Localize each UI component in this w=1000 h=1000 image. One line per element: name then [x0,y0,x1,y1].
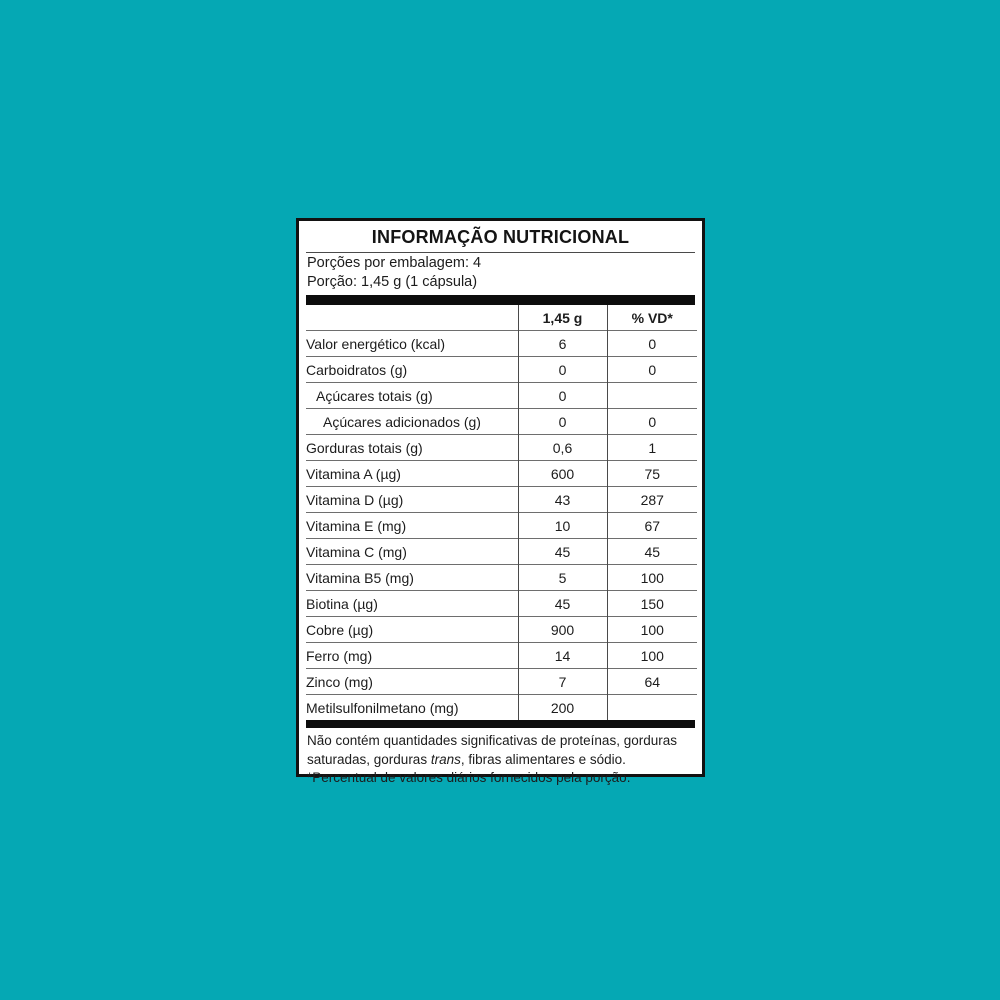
nutrient-daily-value: 0 [607,357,697,383]
nutrient-row [306,383,697,409]
nutrient-name: Açúcares totais (g) [306,383,518,409]
nutrient-daily-value: 0 [607,331,697,357]
nutrient-row [306,695,697,721]
nutrient-row [306,409,697,435]
nutrient-amount: 6 [518,331,607,357]
nutrient-name: Carboidratos (g) [306,357,518,383]
nutrient-daily-value: 100 [607,565,697,591]
nutrient-daily-value: 1 [607,435,697,461]
nutrient-name: Gorduras totais (g) [306,435,518,461]
nutrient-amount: 0 [518,357,607,383]
nutrient-amount: 600 [518,461,607,487]
nutrient-name: Açúcares adicionados (g) [306,409,518,435]
nutrient-row [306,461,697,487]
nutrient-name: Vitamina D (µg) [306,487,518,513]
nutrient-daily-value [607,383,697,409]
column-header-amount: 1,45 g [518,305,607,331]
nutrient-name: Biotina (µg) [306,591,518,617]
nutrient-amount: 43 [518,487,607,513]
nutrient-name: Vitamina A (µg) [306,461,518,487]
nutrient-amount: 45 [518,591,607,617]
footer-thick-bar [306,720,695,728]
footnote-text: Não contém quantidades significativas de proteínas, gorduras saturadas, gorduras [307,733,677,767]
no-significant-amounts-note [307,732,694,769]
column-header-nutrient [306,305,518,331]
nutrient-name: Vitamina B5 (mg) [306,565,518,591]
serving-size: Porção: 1,45 g (1 cápsula) [307,274,478,290]
nutrient-name: Metilsulfonilmetano (mg) [306,695,518,721]
nutrient-name: Vitamina C (mg) [306,539,518,565]
nutrient-row [306,435,697,461]
nutrient-name: Vitamina E (mg) [306,513,518,539]
nutrient-daily-value: 67 [607,513,697,539]
nutrient-daily-value: 75 [607,461,697,487]
nutrient-daily-value: 287 [607,487,697,513]
nutrition-table [306,305,697,720]
header-thick-bar [306,295,695,305]
nutrient-amount: 7 [518,669,607,695]
nutrient-amount: 0 [518,383,607,409]
nutrient-daily-value: 100 [607,643,697,669]
nutrient-row [306,331,697,357]
nutrient-row [306,487,697,513]
table-header-row [306,305,697,331]
nutrient-amount: 200 [518,695,607,721]
nutrient-daily-value: 64 [607,669,697,695]
footnote-text-end: , fibras alimentares e sódio. [460,751,626,767]
nutrient-name: Valor energético (kcal) [306,331,518,357]
label-title: INFORMAÇÃO NUTRICIONAL [371,227,630,247]
title-divider [306,252,695,253]
nutrient-amount: 10 [518,513,607,539]
nutrient-row [306,591,697,617]
nutrition-facts-label [296,218,705,785]
column-header-daily-value: % VD* [607,305,697,331]
nutrient-daily-value: 0 [607,409,697,435]
nutrient-daily-value: 45 [607,539,697,565]
nutrient-amount: 5 [518,565,607,591]
nutrient-name: Zinco (mg) [306,669,518,695]
nutrient-daily-value [607,695,697,721]
footnote-italic-trans: trans [430,751,461,767]
nutrient-row [306,565,697,591]
daily-value-note: *Percentual de valores diários fornecidos pela porção. [307,770,631,785]
nutrient-row [306,513,697,539]
nutrient-name: Cobre (µg) [306,617,518,643]
nutrient-amount: 900 [518,617,607,643]
nutrient-row [306,617,697,643]
nutrient-amount: 0 [518,409,607,435]
nutrient-amount: 45 [518,539,607,565]
nutrient-row [306,669,697,695]
nutrient-amount: 14 [518,643,607,669]
nutrient-name: Ferro (mg) [306,643,518,669]
nutrient-row [306,539,697,565]
nutrient-daily-value: 150 [607,591,697,617]
nutrient-amount: 0,6 [518,435,607,461]
nutrient-row [306,643,697,669]
nutrient-daily-value: 100 [607,617,697,643]
servings-per-package: Porções por embalagem: 4 [307,255,482,271]
nutrient-row [306,357,697,383]
